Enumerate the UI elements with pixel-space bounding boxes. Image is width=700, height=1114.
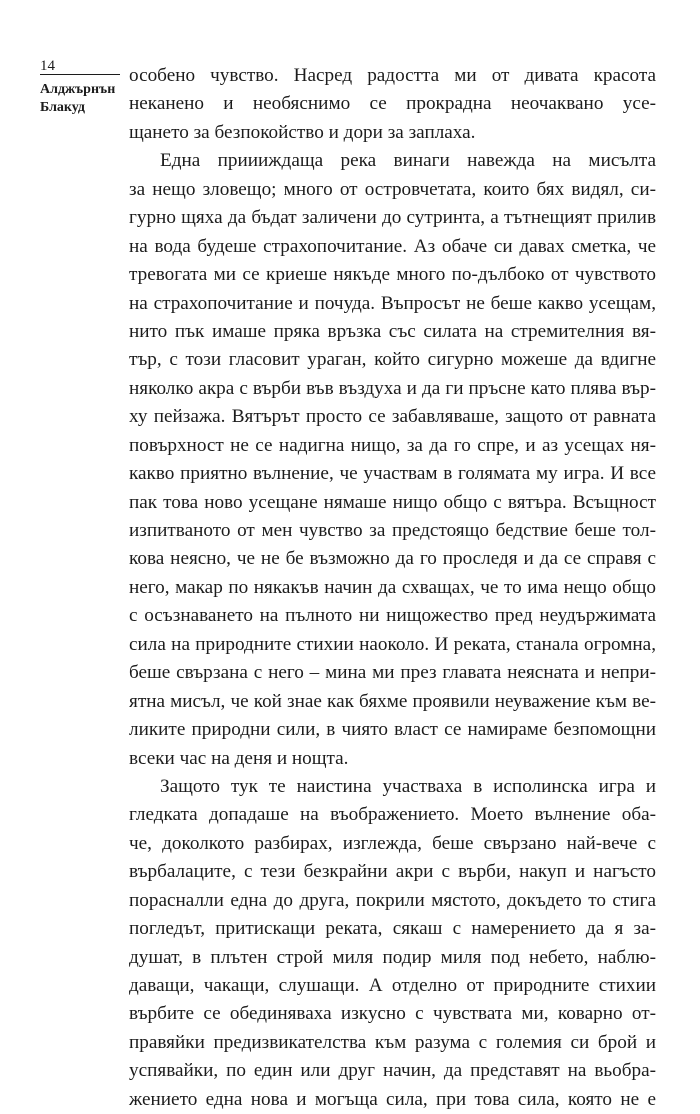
text-line: успявайки, по един или друг начин, да представят на вьобра- [129,1060,656,1082]
text-line: на страхопочитание и почуда. Въпросът не беше какво усещам, [129,292,656,314]
text-line: ятна мисъл, че кой знае как бяхме проявили неуважение към ве- [129,690,656,712]
text-line: даващи, чакащи, слушащи. А отделно от природните стихии [129,975,656,996]
text-line: върбалаците, с тези безкрайни акри с върби, накуп и нагъсто [129,861,656,883]
text-line: какво приятно вълнение, че участвам в голямата му игра. И все [129,463,656,485]
page-number: 14 [40,58,55,74]
text-line: беше свързана с него – мина ми през главата неясната и непри- [129,662,656,684]
author-name-line-2: Блакуд [40,100,85,115]
running-head [40,81,115,117]
body-text [129,62,656,1114]
header-rule [40,74,120,75]
text-line: порасналли една до друга, покрили мястото, докъдето то стига [129,889,656,911]
text-line: повърхност не се надигна нищо, за да го спре, и аз усещах ня- [129,434,656,456]
text-line: ху пейзажа. Вятърът просто се забавляваше, защото от равната [129,406,656,428]
text-line: правяйки предизвикателства към разума с големия си брой и [129,1031,656,1053]
text-line: особено чувство. Насред радостта ми от дивата красота [129,65,656,86]
author-name-line-1: Алджърнън [40,82,116,97]
text-line: душат, в плътен строй миля подир миля под небето, наблю- [129,946,656,968]
text-line: нито пък имаше пряка връзка със силата на стремителния вя- [129,320,656,342]
text-line: изпитваното от мен чувство за предстоящо бедствие беше тол- [129,520,656,541]
text-line: кова неясно, че не бе възможно да го проследя и да се справя с [129,548,656,570]
text-line: тревогата ми се криеше някъде много по-дълбоко от чувството [129,264,656,286]
text-line: върбите се обединяваха изкусно с чувствата ми, коварно от- [129,1003,656,1025]
text-line: него, макар по някакъв начин да схващах, че то има нещо общо [129,576,656,598]
text-line: ликите природни сили, в чиято власт се намираме безпомощни [129,719,656,741]
text-line: сила на природните стихии наоколо. И реката, станала огромна, [129,633,656,655]
text-line: неканено и необяснимо се прокрадна неочаквано усе- [129,93,656,115]
text-line: погледът, притискащи реката, сякаш с намерението да я за- [129,918,656,940]
text-line: гурно щяха да бъдат заличени до сутринта, а тътнещият прилив [129,207,656,229]
text-line: няколко акра с върби във въздуха и да ги пръсне като плява вър- [129,377,656,399]
text-line: пак това ново усещане нямаше нищо общо с вятъра. Всъщност [129,491,656,513]
text-line: че, доколкото разбирах, изглежда, беше свързано най-вече с [129,832,656,854]
text-line: за нещо зловещо; много от островчетата, които бях видял, си- [129,178,656,200]
text-line: гледката допадаше на въображението. Моето вълнение оба- [129,804,656,826]
text-line: Защото тук те наистина участваха в исполинска игра и [160,775,656,797]
text-line: жението една нова и могъща сила, при това сила, която не е [129,1088,656,1110]
text-line: с осъзнаването на пълното ни нищожество пред неудържимата [129,605,656,627]
text-line: тър, с този гласовит ураган, който сигурно можеше да вдигне [129,349,656,371]
text-line: Една приииждаща река винаги навежда на мисълта [160,150,656,172]
text-line: щането за безпокойство и дори за заплаха. [129,121,476,143]
text-line: всеки час на деня и нощта. [129,747,349,769]
text-line: на вода будеше страхопочитание. Аз обаче си давах сметка, че [129,235,656,257]
